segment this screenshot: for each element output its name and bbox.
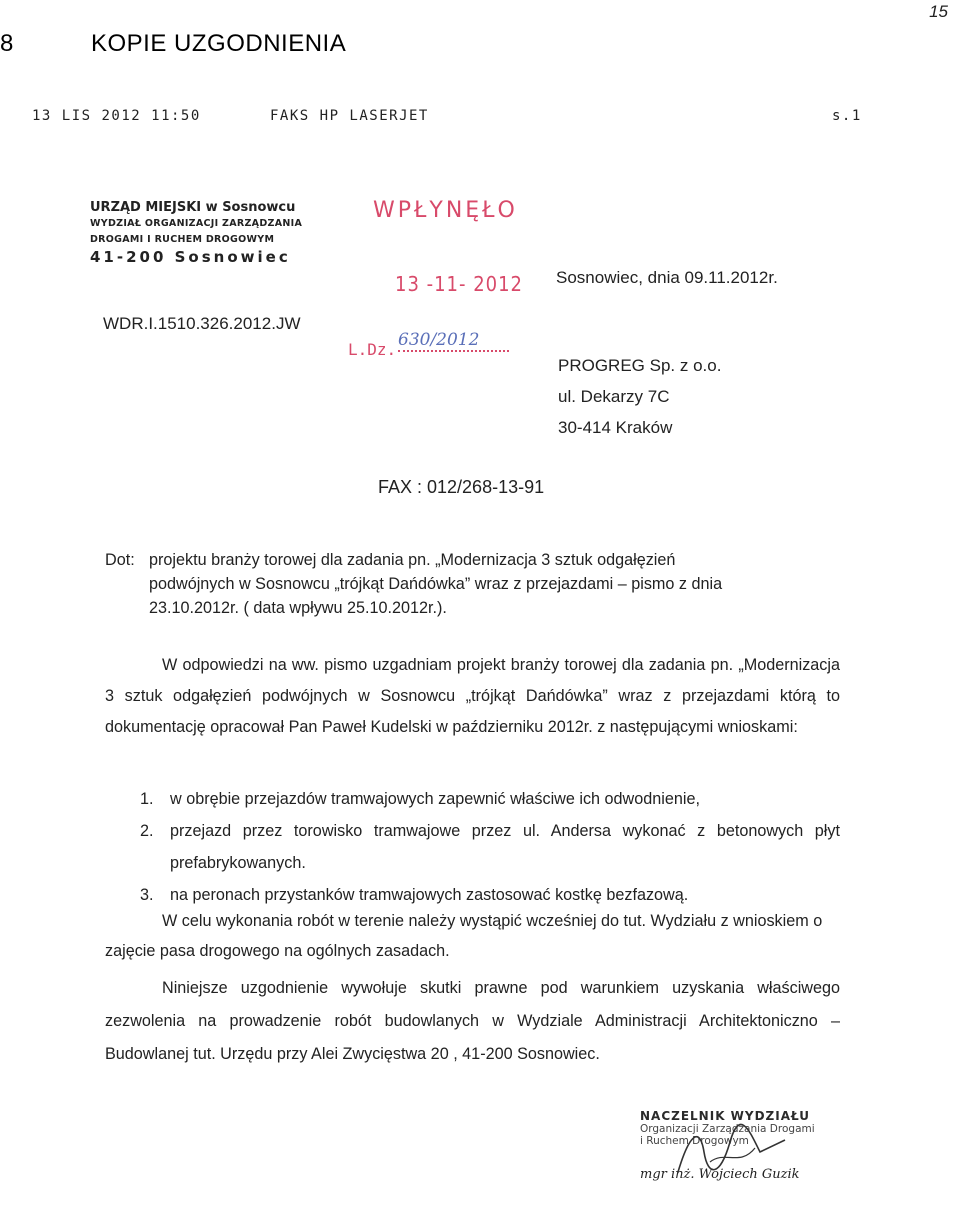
paragraph-road-permit [105,906,840,966]
fax-page: s.1 [832,108,862,124]
subject-label: Dot: [105,551,135,569]
conditions-list [140,783,840,911]
list-item-number: 3. [140,886,154,904]
list-item [140,815,840,879]
stamp-line-2: WYDZIAŁ ORGANIZACJI ZARZĄDZANIA [90,218,303,229]
received-stamp-date: 13 -11- 2012 [395,272,523,296]
section-number: 8 [0,30,14,57]
list-item-text: przejazd przez torowisko tramwajowe przez ul. Andersa wykonać z betonowych płyt prefabrykowanych. [170,822,840,872]
signature-stamp [640,1110,860,1190]
addressee-city: 30-414 Kraków [558,418,673,437]
page-number: 15 [929,2,948,21]
handwritten-signature-icon [670,1122,790,1182]
stamp-line-3: DROGAMI I RUCHEM DROGOWYM [90,234,275,245]
fax-sender: FAKS HP LASERJET [270,108,429,124]
stamp-line-4: 41-200 Sosnowiec [90,248,291,266]
list-item-text: na peronach przystanków tramwajowych zastosować kostkę bezfazową. [170,886,689,904]
paragraph-response [105,650,840,743]
received-stamp-label: WPŁYNĘŁO [373,198,518,223]
paragraph-legal-effect [105,972,840,1071]
ldz-number: 630/2012 [398,330,509,352]
paragraph-legal-effect-text: Niniejsze uzgodnienie wywołuje skutki prawne pod warunkiem uzyskania właściwego zezwolenia na prowadzenie robót budowlanych w Wydziale Administracji Architektoniczno – Budowlanej tut. Urzędu przy Alei Zwycięstwa 20 , 41-200 Sosnowiec. [105,979,840,1063]
list-item-number: 1. [140,790,154,808]
ldz-prefix: L.Dz. [348,340,397,359]
list-item-number: 2. [140,822,154,840]
signature-name: mgr inż. Wojciech Guzik [640,1167,800,1182]
list-item-text: w obrębie przejazdów tramwajowych zapewnić właściwe ich odwodnienie, [170,790,700,808]
paragraph-road-permit-text: W celu wykonania robót w terenie należy wystąpić wcześniej do tut. Wydziału z wnioskiem o zajęcie pasa drogowego na ogólnych zasadach. [105,912,823,960]
signature-line-1: Organizacji Zarządzania Drogami [640,1123,815,1135]
addressee-street: ul. Dekarzy 7C [558,387,670,406]
office-stamp [90,200,320,265]
signature-line-2: i Ruchem Drogowym [640,1135,749,1147]
subject-line-3: 23.10.2012r. ( data wpływu 25.10.2012r.). [149,599,447,617]
stamp-line-1: URZĄD MIEJSKI w Sosnowcu [90,200,296,215]
subject [105,548,840,620]
fax-date: 13 LIS 2012 11:50 [32,108,201,124]
paragraph-response-text: W odpowiedzi na ww. pismo uzgadniam projekt branży torowej dla zadania pn. „Modernizacja 3 sztuk odgałęzień podwójnych w Sosnowcu „trójkąt Dańdówka” wraz z przejazdami którą to dokumentację opracował Pan Paweł Kudelski w październiku 2012r. z następującymi wnioskami: [105,656,840,736]
addressee-company: PROGREG Sp. z o.o. [558,356,722,375]
subject-line-1: projektu branży torowej dla zadania pn. „Modernizacja 3 sztuk odgałęzień [149,551,676,569]
fax-header [32,108,872,130]
place-date: Sosnowiec, dnia 09.11.2012r. [556,268,778,287]
section-title: KOPIE UZGODNIENIA [91,30,347,57]
list-item [140,783,840,815]
addressee [558,350,721,443]
signature-title: NACZELNIK WYDZIAŁU [640,1109,811,1123]
case-reference: WDR.I.1510.326.2012.JW [103,314,301,333]
fax-number: FAX : 012/268-13-91 [378,477,545,497]
subject-line-2: podwójnych w Sosnowcu „trójkąt Dańdówka” wraz z przejazdami – pismo z dnia [149,575,723,593]
